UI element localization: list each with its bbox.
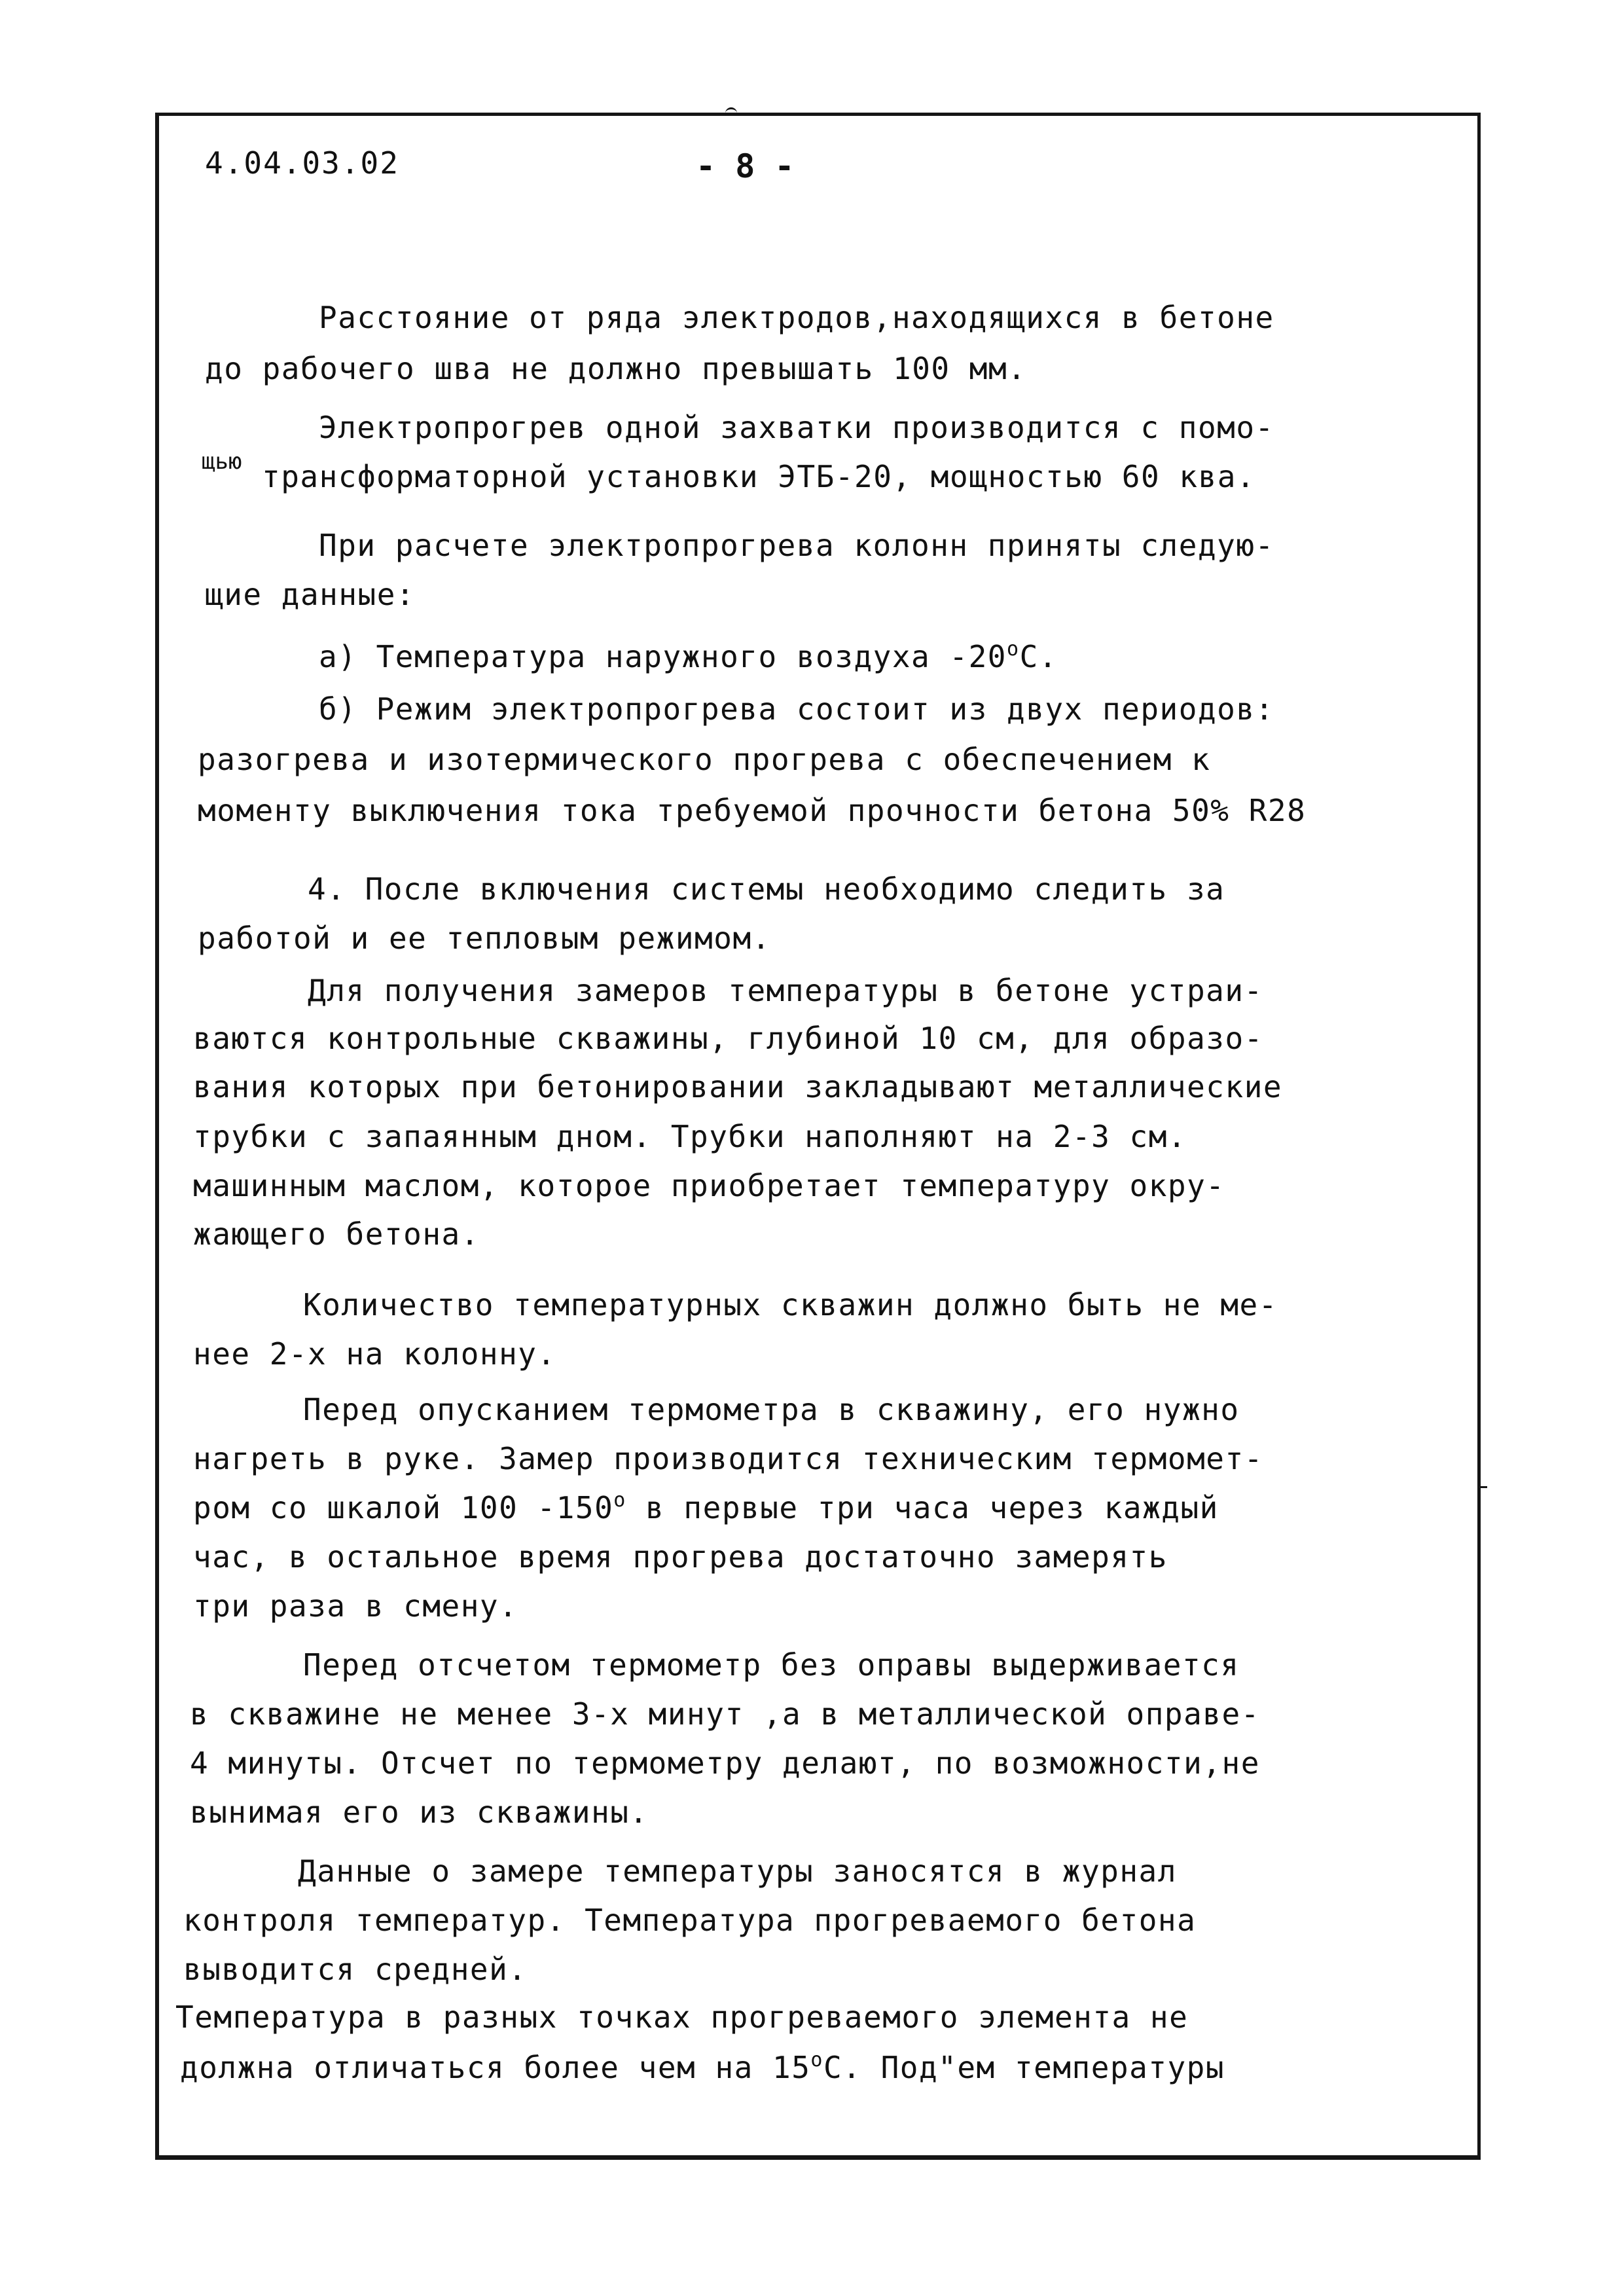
frame-notch	[725, 107, 737, 116]
text-line: вания которых при бетонировании закладывают металлические	[193, 1069, 1283, 1104]
text-line: Перед опусканием термометра в скважину, его нужно	[303, 1392, 1240, 1427]
page-number: - 8 -	[696, 147, 795, 185]
text-line: работой и ее тепловым режимом.	[198, 920, 771, 956]
text-line: разогрева и изотермического прогрева с обеспечением к	[198, 742, 1211, 777]
text-line: 4 минуты. Отсчет по термометру делают, по возможности,не	[190, 1745, 1260, 1781]
text-line: Для получения замеров температуры в бетоне устраи-	[308, 973, 1263, 1008]
text-line: контроля температур. Температура прогреваемого бетона	[183, 1903, 1197, 1938]
text-line: моменту выключения тока требуемой прочности бетона 50% R28	[198, 793, 1307, 828]
text-line: При расчете электропрогрева колонн приняты следую-	[319, 528, 1274, 563]
text-line: щие данные:	[205, 577, 416, 612]
text-line: б) Режим электропрогрева состоит из двух периодов:	[319, 691, 1274, 727]
text-line: Перед отсчетом термометр без оправы выдерживается	[303, 1647, 1240, 1683]
text-line: в скважине не менее 3-х минут ,а в металлической оправе-	[190, 1696, 1260, 1732]
text-line: Количество температурных скважин должно быть не ме-	[303, 1287, 1278, 1322]
text-line: жающего бетона.	[193, 1216, 480, 1252]
text-line: час, в остальное время прогрева достаточно замерять	[193, 1539, 1168, 1575]
text-line: Расстояние от ряда электродов,находящихся в бетоне	[319, 300, 1274, 335]
text-line: нагреть в руке. Замер производится техническим термомет-	[193, 1441, 1263, 1476]
text-line: Температура в разных точках прогреваемого элемента не	[175, 1999, 1189, 2035]
text-line: а) Температура наружного воздуха $-20^оС$.	[319, 638, 1058, 674]
document-code: 4.04.03.02	[205, 145, 399, 181]
text-line: до рабочего шва не должно превышать 100 мм.	[205, 351, 1027, 386]
text-line: вынимая его из скважины.	[190, 1795, 649, 1830]
text-line: машинным маслом, которое приобретает температуру окру-	[193, 1168, 1225, 1203]
text-line: ром со шкалой 100 $-150^о$ в первые три часа через каждый	[193, 1489, 1219, 1525]
text-line: выводится средней.	[183, 1952, 528, 1987]
margin-hyphenation-note: щью	[202, 448, 242, 475]
frame-tick-mark	[1481, 1486, 1487, 1488]
text-line: Электропрогрев одной захватки производится с помо-	[319, 410, 1274, 445]
text-line: должна отличаться более чем на $15^оС$. Под"ем температуры	[180, 2049, 1225, 2085]
text-line: 4. После включения системы необходимо следить за	[308, 871, 1225, 907]
text-line: трансформаторной установки ЭТБ-20, мощностью 60 ква.	[262, 459, 1256, 494]
text-line: нее 2-х на колонну.	[193, 1336, 556, 1372]
text-line: Данные о замере температуры заносятся в журнал	[298, 1853, 1177, 1889]
text-line: ваются контрольные скважины, глубиной 10 см, для образо-	[193, 1021, 1263, 1056]
text-line: трубки с запаянным дном. Трубки наполняют на 2-3 см.	[193, 1119, 1187, 1154]
text-line: три раза в смену.	[193, 1588, 518, 1624]
